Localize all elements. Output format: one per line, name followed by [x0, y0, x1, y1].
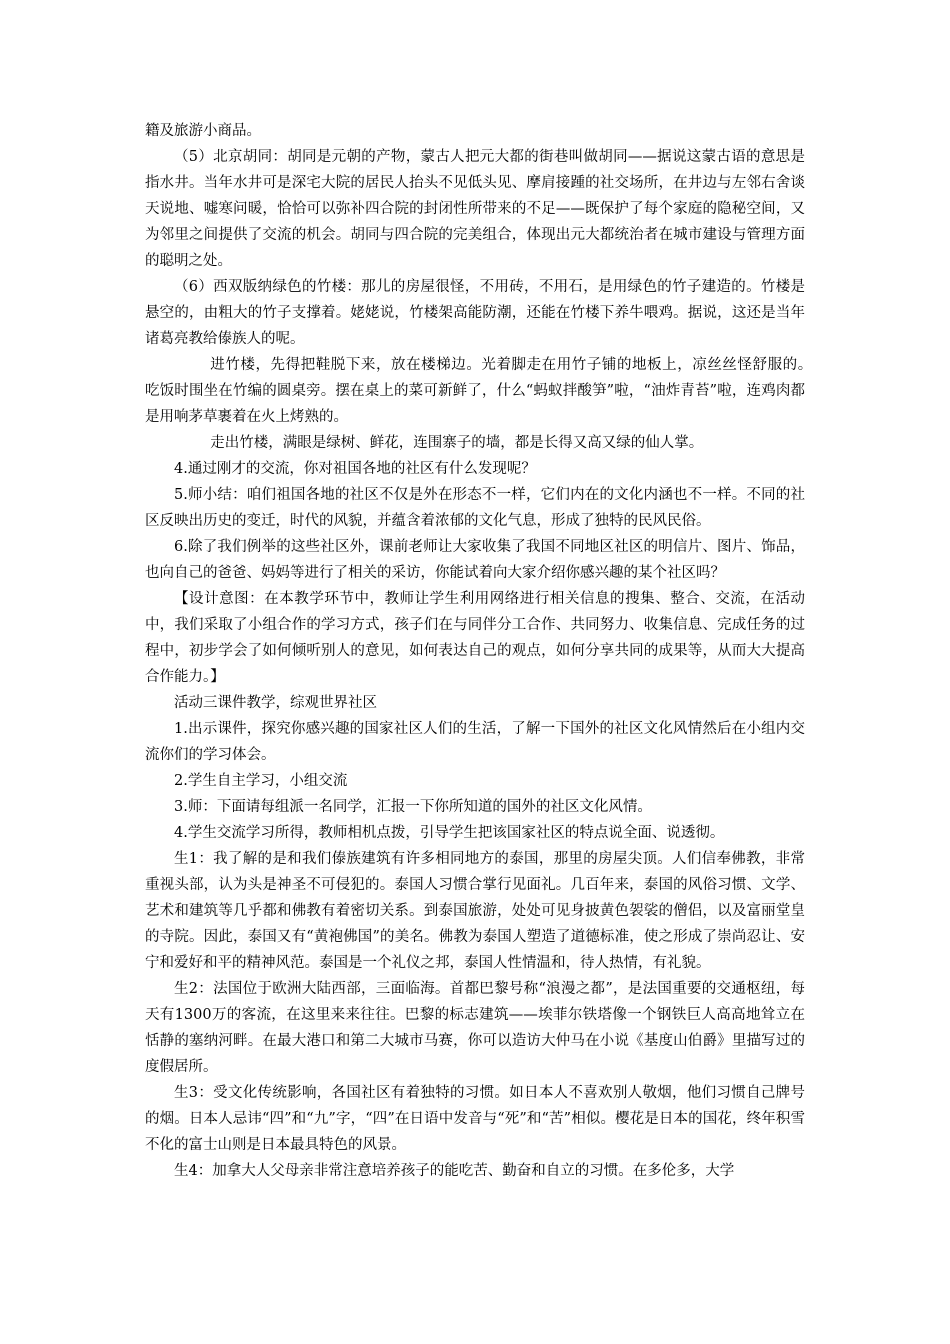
- paragraph-step-2: 2.学生自主学习，小组交流: [174, 773, 348, 789]
- paragraph-student-4-canada: 生4：加拿大人父母亲非常注意培养孩子的能吃苦、勤奋和自立的习惯。在多伦多，大学: [174, 1163, 735, 1179]
- paragraph-leaving-bamboo-house: 走出竹楼，满眼是绿树、鲜花，连围寨子的墙，都是长得又高又绿的仙人掌。: [210, 435, 704, 451]
- paragraph-beijing-hutong: （5）北京胡同：胡同是元朝的产物，蒙古人把元大都的街巷叫做胡同——据说这蒙古语的意思是指水井。当年水井可是深宅大院的居民人抬头不见低头见、摩肩接踵的社交场所，在井边与左邻右舍谈天说地、嘘寒问暖，恰恰可以弥补四合院的封闭性所带来的不足——既保护了每个家庭的隐秘空间，又为邻里之间提供了交流的机会。胡同与四合院的完美组合，体现出元大都统治者在城市建设与管理方面的聪明之处。: [145, 149, 805, 269]
- paragraph-step-3: 3.师：下面请每组派一名同学，汇报一下你所知道的国外的社区文化风情。: [174, 799, 652, 815]
- paragraph-student-3-japan: 生3：受文化传统影响，各国社区有着独特的习惯。如日本人不喜欢别人敬烟，他们习惯自己牌号的烟。日本人忌讳“四”和“九”字，“四”在日语中发音与“死”和“苦”相似。樱花是日本的国花，终年积雪不化的富士山则是日本最具特色的风景。: [145, 1085, 805, 1153]
- paragraph-teacher-summary: 5.师小结：咱们祖国各地的社区不仅是外在形态不一样，它们内在的文化内涵也不一样。不同的社区反映出历史的变迁，时代的风貌，并蕴含着浓郁的文化气息，形成了独特的民风民俗。: [145, 487, 805, 529]
- paragraph-question-6: 6.除了我们例举的这些社区外，课前老师让大家收集了我国不同地区社区的明信片、图片、饰品，也向自己的爸爸、妈妈等进行了相关的采访，你能试着向大家介绍你感兴趣的某个社区吗？: [145, 539, 805, 581]
- paragraph-activity-3-heading: 活动三课件教学，综观世界社区: [174, 695, 377, 711]
- paragraph-step-4: 4.学生交流学习所得，教师相机点拨，引导学生把该国家社区的特点说全面、说透彻。: [174, 825, 725, 841]
- paragraph-student-2-france: 生2：法国位于欧洲大陆西部，三面临海。首都巴黎号称“浪漫之都”，是法国重要的交通枢纽，每天有1300万的客流，在这里来来往往。巴黎的标志建筑——埃菲尔铁塔像一个钢铁巨人高高地耸立在恬静的塞纳河畔。在最大港口和第二大城市马赛，你可以造访大仲马在小说《基度山伯爵》里描写过的度假居所。: [145, 981, 805, 1075]
- document-page: [145, 118, 834, 1184]
- paragraph-student-1-thailand: 生1：我了解的是和我们傣族建筑有许多相同地方的泰国，那里的房屋尖顶。人们信奉佛教，非常重视头部，认为头是神圣不可侵犯的。泰国人习惯合掌行见面礼。几百年来，泰国的风俗习惯、文学、艺术和建筑等几乎都和佛教有着密切关系。到泰国旅游，处处可见身披黄色袈裟的僧侣，以及富丽堂皇的寺院。因此，泰国又有“黄袍佛国”的美名。佛教为泰国人塑造了道德标准，使之形成了崇尚忍让、安宁和爱好和平的精神风范。泰国是一个礼仪之邦，泰国人性情温和，待人热情，有礼貌。: [145, 851, 805, 971]
- paragraph-continuation: 籍及旅游小商品。: [145, 123, 261, 139]
- paragraph-step-1: 1.出示课件，探究你感兴趣的国家社区人们的生活，了解一下国外的社区文化风情然后在小组内交流你们的学习体会。: [145, 721, 805, 763]
- paragraph-question-4: 4.通过刚才的交流，你对祖国各地的社区有什么发现呢？: [174, 461, 536, 477]
- paragraph-design-intent: 【设计意图：在本教学环节中，教师让学生利用网络进行相关信息的搜集、整合、交流，在活动中，我们采取了小组合作的学习方式，孩子们在与同伴分工合作、共同努力、收集信息、完成任务的过程中，初步学会了如何倾听别人的意见，如何表达自己的观点，如何分享共同的成果等，从而大大提高合作能力。】: [145, 591, 805, 685]
- paragraph-xishuangbanna-bamboo-house: （6）西双版纳绿色的竹楼：那儿的房屋很怪，不用砖，不用石，是用绿色的竹子建造的。竹楼是悬空的，由粗大的竹子支撑着。姥姥说，竹楼架高能防潮，还能在竹楼下养牛喂鸡。据说，这还是当年诸葛亮教给傣族人的呢。: [145, 279, 805, 347]
- paragraph-entering-bamboo-house: 进竹楼，先得把鞋脱下来，放在楼梯边。光着脚走在用竹子铺的地板上，凉丝丝怪舒服的。 吃饭时围坐在竹编的圆桌旁。摆在桌上的菜可新鲜了，什么“蚂蚁拌酸笋”啦，“油炸青苔”啦，连鸡肉都是用响茅草裹着在火上烤熟的。: [145, 357, 834, 425]
